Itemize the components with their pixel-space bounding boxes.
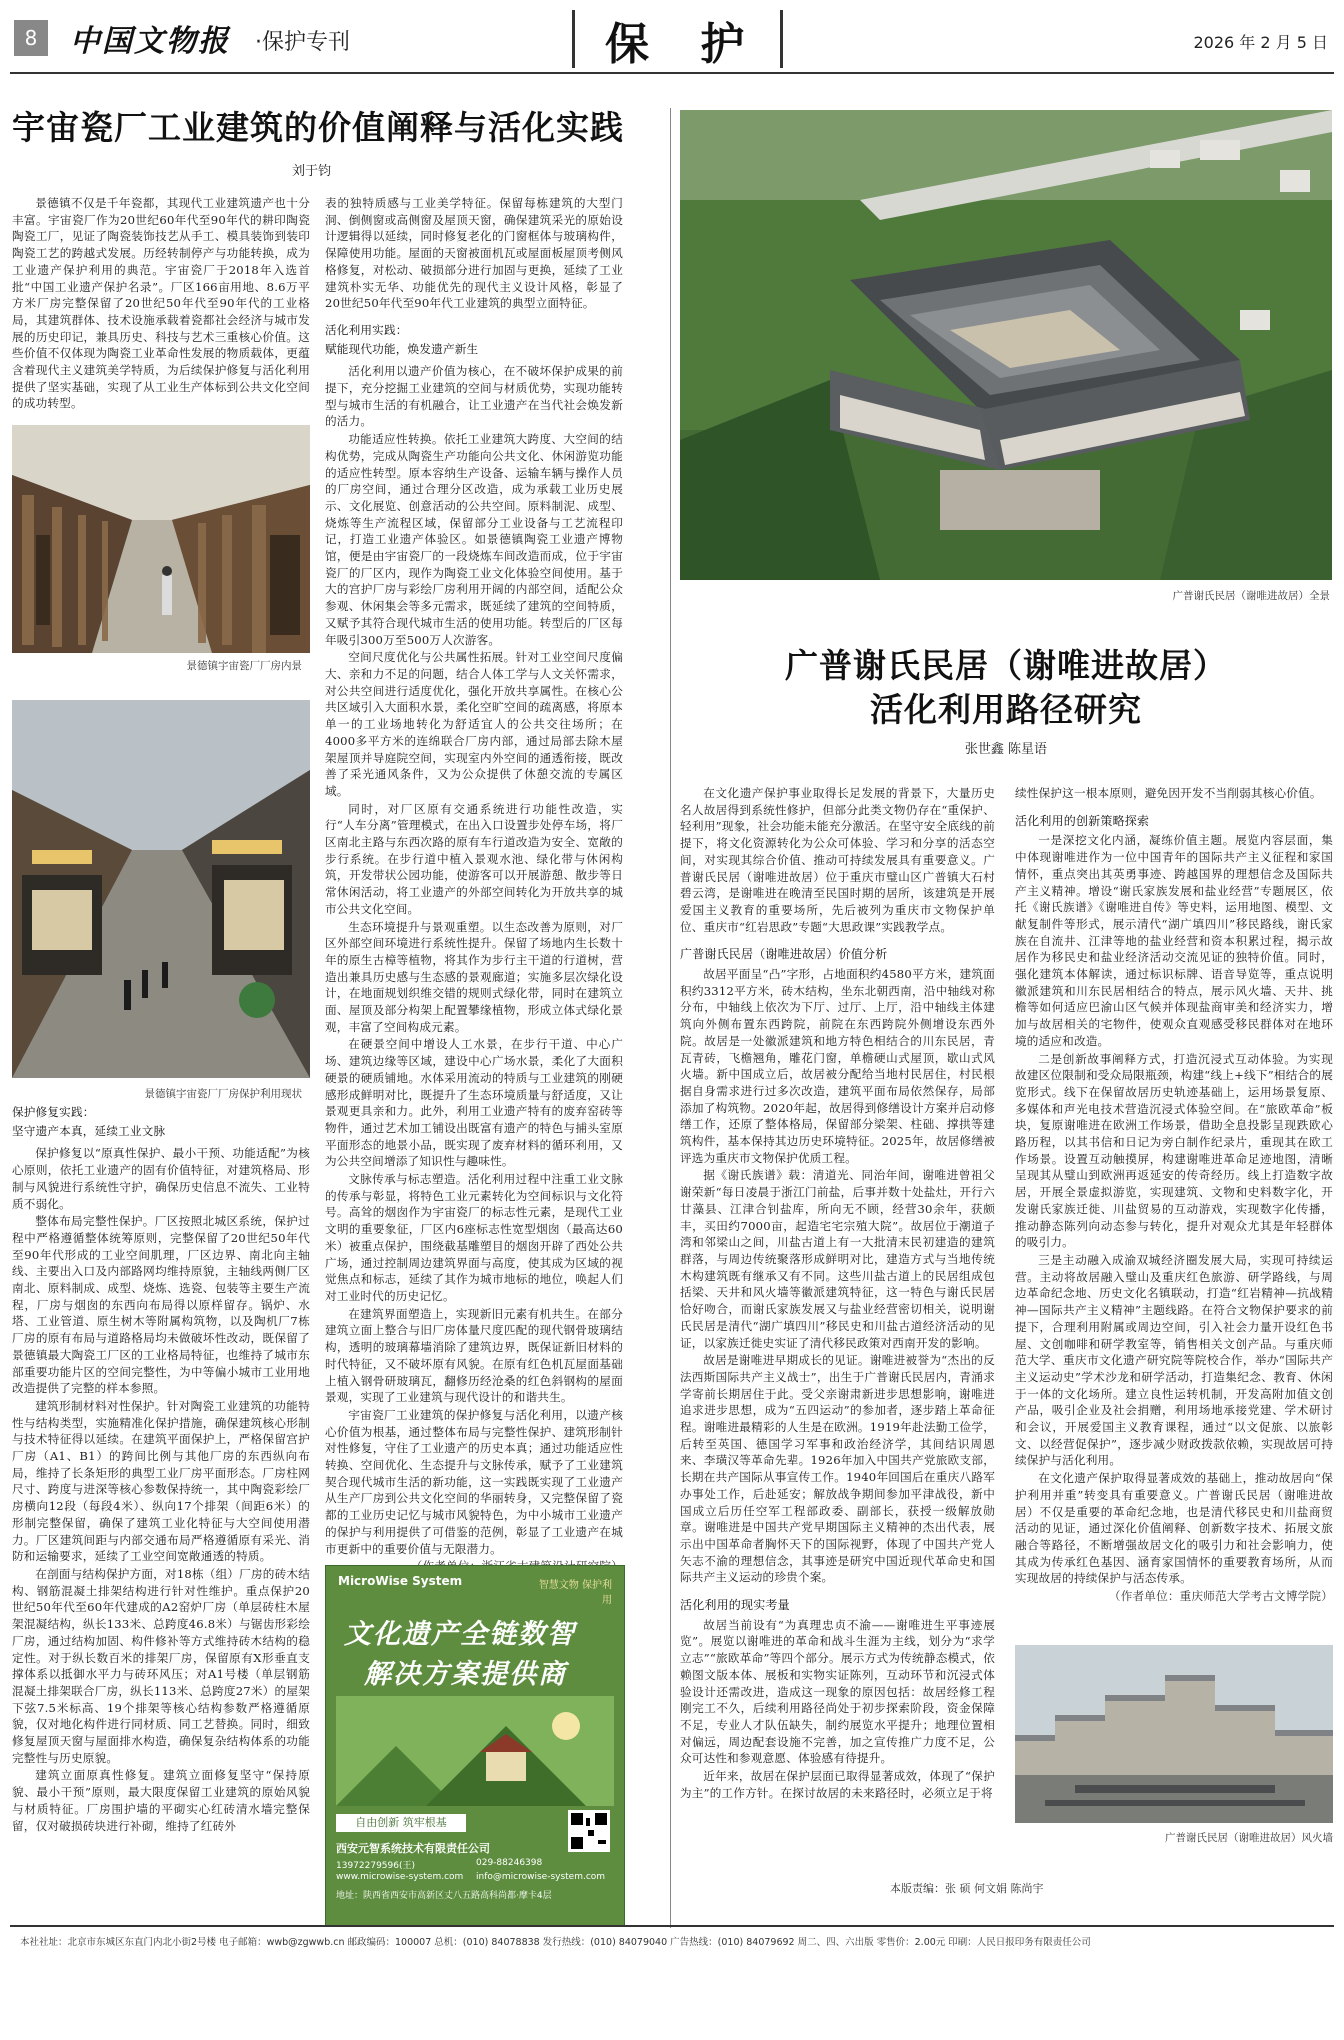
paragraph: 建筑立面原真性修复。建筑立面修复坚守“保持原貌、最小干预”原则，最大限度保留工业建筑的原始风貌与材质特征。厂房围护墙的平砌实心红砖清水墙完整保留，仅对破损砖块进行补砌，维持了红砖外	[12, 1768, 310, 1833]
paragraph: 活化利用以遗产价值为核心，在不破坏保护成果的前提下，充分挖掘工业建筑的空间与材质优势，实现功能转型与城市生活的有机融合，让工业遗产在当代社会焕发新的活力。	[325, 364, 623, 429]
ad-graphic	[336, 1696, 614, 1806]
factory-street-photo	[12, 700, 310, 1078]
section1-subheading: 坚守遗产本真，延续工业文脉	[12, 1123, 166, 1138]
paragraph: 保护修复以“原真性保护、最小干预、功能适配”为核心原则，依托工业遗产的固有价值特征，对建筑格局、形制与风貌进行系统性守护，确保历史信息不流失、工业特质不弱化。	[12, 1146, 310, 1211]
masthead	[0, 0, 1344, 70]
paragraph: 故居当前设有“为真理忠贞不渝——谢唯进生平事迹展览”。展览以谢唯进的革命和战斗生涯为主线，划分为“求学立志”“旅欧革命”等四个部分。展示方式为传统静态模式，依赖图文版本体、展板和实物实证陈列，互动环节和沉浸式体验设计还需改进，造成这一现象的原因包括：故居经修工程刚完工不久，后续利用路径尚处于初步探索阶段，资金保障不足，专业人才队伍缺失，制约展览水平提升；地理位置相对偏远，周边配套设施不完善，加之宣传推广力度不足，公众可达性和参观意愿、体验感有待提升。	[680, 1617, 995, 1766]
footer-info: 本社社址：北京市东城区东直门内北小街2号楼 电子邮箱：wwb@zgwwb.cn 邮政编码：100007 总机：(010) 84078838 发行热线：(010) 84079040 广告热线：(010) 84079692 周二、四、六出版 零售价：2.00元 印刷：人民日报印务有限责任公司	[20, 1937, 1091, 1948]
ad-tagline: 自由创新 筑牢根基	[336, 1814, 466, 1832]
article2-section1-heading: 广普谢氏民居（谢唯进故居）价值分析	[680, 947, 888, 962]
residence-aerial-image	[680, 110, 1332, 580]
article1-title: 宇宙瓷厂工业建筑的价值阐释与活化实践	[12, 108, 624, 147]
article2-author-note: （作者单位：重庆师范大学考古文博学院）	[1108, 1589, 1333, 1604]
advertisement	[325, 1565, 625, 1927]
ad-tel: 029-88246398	[476, 1858, 543, 1868]
panorama-caption: 广普谢氏民居（谢唯进故居）全景	[1172, 590, 1330, 602]
issue-date: 2026 年 2 月 5 日	[1193, 33, 1328, 52]
paragraph: 表的独特质感与工业美学特征。保留每栋建筑的大型门洞、倒侧窗或高侧窗及屋顶天窗，确保建筑采光的原始设计逻辑得以延续，同时修复老化的门窗框体与玻璃构件，保障使用功能。屋面的天窗被面机瓦或屋面板屋顶考侧风格修复，对松动、破损部分进行加固与更换，延续了工业建筑朴实无华、功能优先的现代主义设计风格，彰显了20世纪50年代至90年代工业建筑的典型立面特征。	[325, 196, 623, 311]
paragraph: 在建筑界面塑造上，实现新旧元素有机共生。在部分建筑立面上整合与旧厂房体量尺度匹配的现代钢骨玻璃结构，透明的玻璃幕墙消除了建筑边界，既保证新旧材料的时代特征，又不破坏原有风貌。在原有红色机瓦屋面基础上植入钢骨研玻璃瓦，翻修历经沧桑的红色斜钢构的屋面景观，实现了工业建筑与现代设计的和谐共生。	[325, 1306, 623, 1405]
fire-wall-photo	[1015, 1645, 1333, 1823]
paragraph: 在剖面与结构保护方面，对18栋（组）厂房的砖木结构、钢筋混凝土排架结构进行针对性维护。重点保护20世纪50年代至60年代建成的A2窑炉厂房（单层砖柱木屋架混凝结构，纵长133米、总跨度46.8米）与锯齿形彩绘厂房，通过结构加固、构件修补等方式维持砖木结构的稳定性。对于纵长数百米的排架厂房，保留原有X形垂直支撑体系以抵御水平力与砖环风压；对A1号楼（单层钢筋混凝土排架联合厂房，纵长113米、总跨度27米）的屋架下弦7.5米标高、19个排架等核心结构参数严格遵循原貌，仅对地化构件进行同材质、同工艺替换。同时，细致修复屋顶天窗与屋面排水构造，确保复杂结构体系的功能完整性与历史原貌。	[12, 1566, 310, 1765]
photo2-caption: 景德镇宇宙瓷厂厂房保护利用现状	[144, 1088, 302, 1100]
paragraph: 景德镇不仅是千年瓷都，其现代工业建筑遗产也十分丰富。宇宙瓷厂作为20世纪60年代至90年代的耕印陶瓷陶瓷工厂，见证了陶瓷装饰技艺从手工、模具装饰到装印陶瓷工艺的跨越式发展。历经转制停产与功能转换，成为工业遗产保护利用的典范。宇宙瓷厂于2018年入选首批“中国工业遗产保护名录”。厂区166亩用地、8.6万平方米厂房完整保留了20世纪50年代至90年代的工业格局，其建筑群体、技术设施承载着瓷都社会经济与城市发展的历史印记，兼具历史、科技与艺术三重核心价值。这些价值不仅体现为陶瓷工业革命性发展的物质载体，更蕴含着现代主义建筑美学特质，为后续保护修复与活化利用提供了坚实基础，实现了从工业生产体标到公共文化空间的成功转型。	[12, 196, 310, 411]
paragraph: 在硬景空间中增设人工水景，在步行干道、中心广场、建筑边缘等区域，建设中心广场水景，柔化了大面积硬景的硬质铺地。水体采用流动的特质与工业建筑的刚硬感形成鲜明对比，既提升了生态环境质量与舒适度，又让景观更具亲和力。此外，利用工业遗产特有的废弃窑砖等物件，通过艺术加工铺设出既富有遗产的特色与捕头室原平面形态的地景小品，既实现了废弃材料的循环利用，又为公共空间增添了知识性与趣味性。	[325, 1037, 623, 1169]
footer-rule	[10, 1925, 1334, 1927]
section2-heading: 活化利用实践：	[325, 322, 408, 337]
paragraph: 空间尺度优化与公共属性拓展。针对工业空间尺度偏大、亲和力不足的问题，结合人体工学与人文关怀需求，对公共空间进行适度优化，强化开放共享属性。在核心公共区域引入大面积水景，柔化空旷空间的疏离感，将原本单一的工业场地转化为舒适宜人的公共交往场所；在4000多平方米的连绵联合厂房内部，通过局部去除木屋架屋顶并导庭院空间，实现室内外空间的通透衔接，既改善了采光通风条件，又为公众提供了休憩交流的专属区域。	[325, 650, 623, 798]
page-number: 8	[14, 20, 48, 56]
masthead-divider-right	[780, 10, 783, 68]
article2-authors: 张世鑫 陈星语	[964, 742, 1048, 757]
ad-slogan-1: 文化遗产全链数智	[344, 1619, 576, 1650]
paragraph: 文脉传承与标志塑造。活化利用过程中注重工业文脉的传承与彰显，将特色工业元素转化为空间标识与文化符号。高耸的烟囱作为宇宙瓷厂的标志性元素，是现代工业文明的重要象征，厂区内6座标志性宽型烟囱（最高达60米）被重点保护，围绕截基雕塑目的烟囱开辟了西处公共广场，通过控制周边建筑界面与高度，使其成为区域的视觉焦点和标志，延续了其作为城市地标的地位，唤起人们对工业时代的历史记忆。	[325, 1172, 623, 1303]
factory-street-image	[12, 700, 310, 1078]
masthead-rule	[10, 72, 1334, 74]
article2-title-2: 活化利用路径研究	[870, 690, 1142, 729]
section2-subheading: 赋能现代功能，焕发遗产新生	[325, 341, 479, 356]
ad-illustration	[336, 1696, 614, 1806]
article2-title-1: 广普谢氏民居（谢唯进故居）	[785, 646, 1227, 685]
paper-name: 中国文物报	[70, 24, 230, 59]
paragraph: 故居平面呈“凸”字形，占地面积约4580平方米，建筑面积约3312平方米，砖木结构，坐东北朝西南，沿中轴线对称分布，中轴线上依次为下厅、过厅、上厅，沿中轴线主体建筑向外侧布置东西跨院，前院在东西跨院外侧增设东西外院。故居是一处徽派建筑和地方特色相结合的川东民居，青瓦青砖，飞檐翘角，雕花门窗，单檐硬山式屋顶，歇山式风火墙。新中国成立后，故居被分配给当地村民居住，村民根据自身需求进行过多次改造，建筑平面布局依然保存，局部添加了构筑物。2020年起，故居得到修缮设计方案并启动修缮工作，还原了整体格局，保留部分梁架、柱础、撑拱等建筑构件，基本保持其边历史环境特征。2025年，故居修缮被评选为重庆市文物保护优质工程。	[680, 967, 995, 1165]
ad-address: 地址：陕西省西安市高新区丈八五路高科尚都·摩卡4层	[336, 1891, 552, 1901]
photo1-caption: 景德镇宇宙瓷厂厂房内景	[186, 660, 302, 672]
factory-interior-image	[12, 425, 310, 653]
paragraph: 生态环境提升与景观重塑。以生态改善为原则，对厂区外部空间环境进行系统性提升。保留了场地内生长数十年的原生古樟等植物，将其作为步行主干道的行道树，营造出兼具历史感与生态感的景观廊道；实施多层次绿化设计，在地面规划织维交错的规则式绿化带，同时在建筑立面、屋顶及部分构架上配置攀缘植物，形成立体式绿化景观，丰富了空间构成元素。	[325, 919, 623, 1034]
paragraph: 功能适应性转换。依托工业建筑大跨度、大空间的结构优势，完成从陶瓷生产功能向公共文化、休闲游览功能的适应性转型。原本容纳生产设备、运输车辆与操作人员的厂房空间，通过合理分区改造，成为承载工业历史展示、文化展览、创意活动的公共空间。原料制泥、成型、烧炼等生产流程区域，保留部分工业设备与工艺流程印记，打造工业遗产体验区。如景德镇陶瓷工业遗产博物馆，便是由宇宙瓷厂的一段烧炼车间改造而成，位于宇宙瓷厂的厂区内，现作为陶瓷工业文化体验空间使用。基于大的宫护厂房与彩绘厂房利用开阔的内部空间，适配公众参观、休闲集会等多元需求，既延续了建筑的空间特质，又赋予其符合现代城市生活的使用功能。转型后的厂区每年吸引300万至500万人次游客。	[325, 432, 623, 647]
ad-company: 西安元智系统技术有限责任公司	[336, 1842, 490, 1855]
article2-section3-heading: 活化利用的创新策略探索	[1015, 813, 1150, 828]
paragraph: 近年来，故居在保护层面已取得显著成效，体现了“保护为主”的工作方针。在探讨故居的未来路径时，必须立足于将	[680, 1769, 995, 1800]
paragraph: 在文化遗产保护取得显著成效的基础上，推动故居向“保护利用并重”转变具有重要意义。广普谢氏民居（谢唯进故居）不仅是重要的革命纪念地，也是清代移民史和川盐商贸活动的见证，通过深化价值阐释、创新数字技术、拓展文旅融合等路径，不断增强故居文化的吸引力和社会影响力，使其成为传承红色基因、涵育家国情怀的重要教育场所，从而实现故居的持续保护与活态传承。	[1015, 1471, 1333, 1586]
paragraph: 一是深挖文化内涵，凝练价值主题。展览内容层面，集中体现谢唯进作为一位中国青年的国际共产主义征程和家国情怀，重点突出其英勇事迹、跨越国界的理想信念及国际共产主义精神。增设“谢氏家族发展和盐业经营”专题展区，依托《谢氏族谱》《谢唯进自传》等史料，运用地图、模型、文献复制件等形式，展示清代“湖广填四川”移民路线，谢氏家族在自流井、江津等地的盐业经营和资本积累过程，揭示故居作为移民史和盐业经济活动交流见证的独特价值。同时，强化建筑本体解读，通过标识标牌、语音导览等，重点说明徽派建筑和川东民居相结合的特点，展示风火墙、天井、挑檐等如何适应巴渝山区气候并体现盐商审美和经济实力，增加与故居相关的宅物件，使观众直观感受移民群体对在地环境的适应和改造。	[1015, 833, 1333, 1048]
editors-line: 本版责编：张 硕 何文娟 陈尚宇	[890, 1882, 1044, 1895]
paragraph: 续性保护这一根本原则，避免因开发不当削弱其核心价值。	[1015, 786, 1322, 800]
section-name: ·保护专刊	[255, 30, 350, 55]
article2-col1-body	[680, 785, 995, 1910]
ad-side-text: 智慧文物 保护利用	[538, 1580, 612, 1606]
article2-section2-heading: 活化利用的现实考量	[680, 1598, 790, 1613]
masthead-divider-left	[572, 10, 575, 68]
fire-wall-caption: 广普谢氏民居（谢唯进故居）风火墙	[1165, 1832, 1333, 1844]
factory-interior-photo	[12, 425, 310, 653]
paragraph: 宇宙瓷厂工业建筑的保护修复与活化利用，以遗产核心价值为根基，通过整体布局与完整性保护、建筑形制针对性修复，守住了工业遗产的历史本真；通过功能适应性转换、空间优化、生态提升与文脉传承，赋予了工业建筑契合现代城市生活的新功能，这一实践既实现了工业遗产从生产厂房到公共文化空间的华丽转身，又完整保留了瓷都的工业历史记忆与城市风貌特色，为中小城市工业遗产的保护与利用提供了可借鉴的范例，彰显了工业遗产在城市更新中的重要价值与无限潜力。	[325, 1407, 623, 1556]
residence-panorama-photo	[680, 110, 1332, 580]
article1-col2-body	[325, 195, 623, 1557]
ad-slogan-2: 解决方案提供商	[364, 1659, 567, 1690]
paragraph: 同时，对厂区原有交通系统进行功能性改造，实行“人车分离”管理模式，在出入口设置步处停车场，将厂区南北主路与东西次路的原有车行道改造为安全、宽敞的步行系统。在步行道中植入景观水池、绿化带与休闲构筑，开发带状公园功能，使游客可以开展游憩、散步等日常休闲活动，将工业遗产的外部空间转化为开放共享的城市公共文化空间。	[325, 801, 623, 916]
qr-code-icon	[568, 1810, 610, 1852]
paragraph: 建筑形制材料对性保护。针对陶瓷工业建筑的功能特性与结构类型，实施精准化保护措施，确保建筑核心形制与技术特征得以延续。在建筑平面保护上，严格保留宫护厂房（A1、B1）的跨间比例与其他厂房的东西纵向布局，维持了长条矩形的典型工业厂房平面形态。厂房柱网尺寸、跨度与进深等核心参数保持统一，其中陶瓷彩绘厂房横向12段（每段4米）、纵向17个排架（间距6米）的形制完整保留，确保了建筑工业化特征与大空间使用潜力。厂区建筑间距与内部交通布局严格遵循原有采光、消防和运输要求，延续了工业空间宽敞通透的特质。	[12, 1398, 310, 1564]
paragraph: 故居是谢唯进早期成长的见证。谢唯进被誉为“杰出的反法西斯国际共产主义战士”，出生于广普谢氏民居内，青涌求学寄前长期居住于此。受父亲谢肃新进步思想影响，谢唯进追求进步思想，成为“五四运动”的参加者，逐步踏上革命征程。谢唯进最精彩的人生是在欧洲。1919年赴法勤工俭学，后转至英国、德国学习军事和政治经济学，其间结识周恩来、李璜汉等革命先辈。1926年加入中国共产党旅欧支部，长期在共产国际从事宣传工作。1940年回国后在重庆八路军办事处工作，后赴延安；解放战争期间参加平津战役，新中国成立后历任空军工程部政委、副部长，获授一级解放勋章。谢唯进是中国共产党早期国际主义精神的杰出代表，展示出中国革命者胸怀天下的国际视野，体现了中国共产党人矢志不渝的理想信念，其事迹是研究中国近现代革命史和国际共产主义运动的珍贵个案。	[680, 1353, 995, 1585]
article1-author: 刘于钧	[292, 164, 332, 179]
column-title: 保 护	[605, 19, 763, 70]
ad-email: info@microwise-system.com	[476, 1872, 606, 1882]
article2-col2-body	[1015, 785, 1333, 1623]
paragraph: 二是创新故事阐释方式，打造沉浸式互动体验。为实现故建区位限制和受众局限瓶颈，构建“线上+线下”相结合的展览形式。线下在保留故居历史轨迹基础上，运用场景复原、多媒体和声光电技术营造沉浸式体验空间。在“旅欧革命”板块，复原谢唯进在欧洲工作场景，借助全息投影呈现跌欧心路历程，以其书信和日记为旁白制作纪录片，重现其在欧工作场景。设置互动触摸屏，构建谢唯进革命足迹地图，清晰呈现其从璧山到欧洲再返延安的传奇经历。线上打造数字故居，开展全景虚拟游览，实现建筑、文物和史料数字化，开发谢氏家族迁徙、川盐贸易的互动游戏，实现数字化传播，推动静态陈列向动态参与转化，提升对观众尤其是年轻群体的吸引力。	[1015, 1051, 1333, 1250]
section1-heading: 保护修复实践：	[12, 1105, 95, 1119]
article1-col1-body	[12, 1104, 310, 1926]
paragraph: 整体布局完整性保护。厂区按照北城区系统，保护过程中严格遵循整体统筹原则，完整保留了20世纪50年代至90年代形成的工业空间肌理，厂区边界、南北向主轴线、主要出入口及内部路网均维持原貌，主轴线两侧厂区南北、原料制成、成型、烧炼、选瓷、包装等主要生产流程，厂房与烟囱的东西向布局得以原样留存。锅炉、水塔、工业管道、原生树木等附属构筑物，以及陶机厂7栋厂房的原有布局与道路格局均未做破坏性改动，既保留了景德镇最大陶瓷工厂区的工业格局特征，也维持了城市东部重要功能片区的空间完整性，为中等偏小城市工业用地改造提供了完整的样本参照。	[12, 1214, 310, 1396]
fire-wall-image	[1015, 1645, 1333, 1823]
paragraph: 据《谢氏族谱》载：清道光、同治年间，谢唯进曾祖父谢荣新“每日凌晨于浙江门前盐，后事并数十处盐灶，开行六廿藻县、江津合钊盐库，所向无不顾，经营30余年，获颇丰，买田约7000亩，起造宅宅宗殖大院”。故居位于潮道子湾和邻梁山之间，川盐古道上有一大批清末民初建造的建筑群落，与周边传统聚落形成鲜明对比，建造方式与当地传统木构建筑既有继承又有不同。这些川盐古道上的民居组成包括梁、天井和风火墙等徽派建筑特征，这一特色与谢氏民居恰好吻合，而谢氏家族发展又与盐业经营密切相关，说明谢氏民居是清代“湖广填四川”移民史和川盐古道经济活动的见证，以家族迁徙史实证了清代移民政策对西南开发的影响。	[680, 1168, 995, 1350]
paragraph: 在文化遗产保护事业取得长足发展的背景下，大量历史名人故居得到系统性修护，但部分此类文物仍存在“重保护、轻利用”现象，社会功能未能充分激活。在坚守安全底线的前提下，将文化资源转化为公众可体验、学习和分享的活态空间，对实现其综合价值、推动可持续发展具有重要意义。广普谢氏民居（谢唯进故居）位于重庆市璧山区广普镇大石村碧云湾，是谢唯进在晚清至民国时期的居所，该建筑是开展爱国主义教育的重要场所，先后被列为重庆市文物保护单位、重庆市“红岩思政”专题“大思政课”实践教学点。	[680, 786, 995, 934]
ad-logo: MicroWise System	[338, 1574, 463, 1588]
ad-url: www.microwise-system.com	[336, 1872, 464, 1882]
paragraph: 三是主动融入成渝双城经济圈发展大局，实现可持续运营。主动将故居融入璧山及重庆红色旅游、研学路线，与周边革命纪念地、历史文化名镇联动，打造“红岩精神—抗战精神—国际共产主义精神”主题线路。在符合文物保护要求的前提下，合理利用附属或周边空间，引入社会力量开设红色书屋、文创咖啡和研学教室等，销售相关文创产品。与重庆师范大学、重庆市文化遗产研究院等院校合作，举办“国际共产主义运动史”学术沙龙和研学活动，打造集纪念、教育、休闲于一体的文化场所。建立良性运转机制，开发高附加值文创产品，吸引企业及社会捐赠，利用场地承接党建、学术研讨和会议，开展爱国主义教育课程，通过“以文促旅、以旅彰文、以经营促保护”，逐步减少财政拨款依赖，实现故居可持续保护与活化利用。	[1015, 1252, 1333, 1468]
column-divider	[670, 108, 671, 1928]
ad-phone: 13972279596(王)	[336, 1861, 416, 1871]
article1-intro	[12, 195, 310, 417]
